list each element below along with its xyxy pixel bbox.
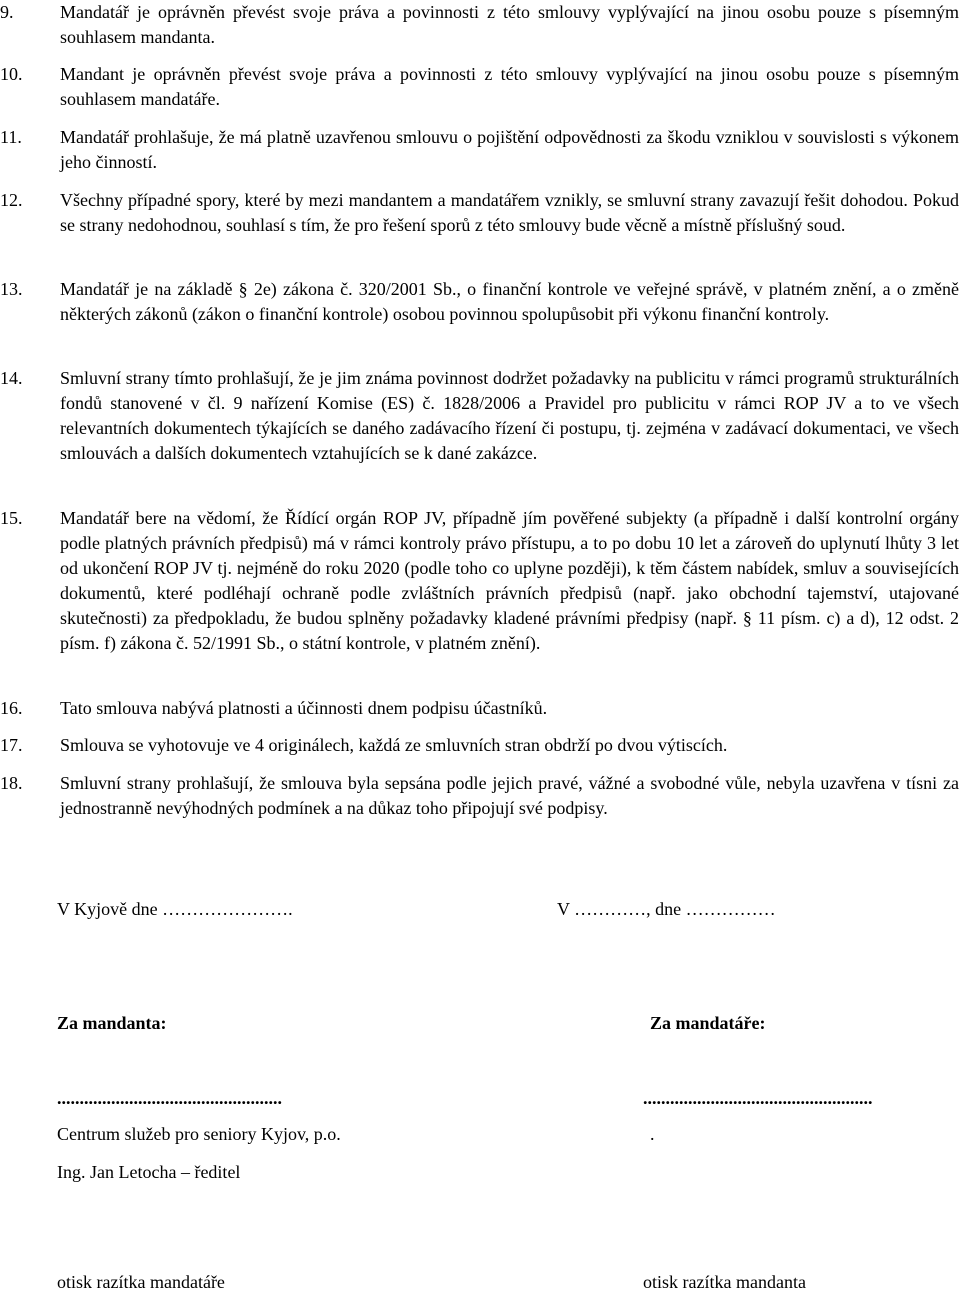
- place-date-right: V …………, dne ……………: [557, 899, 776, 919]
- clause-number: 15.: [0, 508, 23, 528]
- signature-line-right: ...................................................: [643, 1088, 873, 1108]
- party-mandatar-heading: Za mandatáře:: [650, 1013, 766, 1033]
- clause-number: 12.: [0, 190, 23, 210]
- clause-text: Smluvní strany prohlašují, že smlouva byla sepsána podle jejich pravé, vážné a svobodné vůle, nebyla uzavřena v tísni za jednostranně nevýhodných podmínek a na důkaz toho připojují své podpisy.: [60, 773, 959, 818]
- clause-number: 11.: [0, 127, 22, 147]
- clause-number: 16.: [0, 698, 23, 718]
- stamp-label-left: otisk razítka mandatáře: [57, 1272, 225, 1292]
- clause-number: 10.: [0, 64, 23, 84]
- clause-text: Tato smlouva nabývá platnosti a účinnosti dnem podpisu účastníků.: [60, 698, 548, 718]
- organization-name: Centrum služeb pro seniory Kyjov, p.o.: [57, 1124, 341, 1144]
- clause-text: Smlouva se vyhotovuje ve 4 originálech, každá ze smluvních stran obdrží po dvou výtiscích.: [60, 735, 728, 755]
- clause-text: Mandatář je na základě § 2e) zákona č. 320/2001 Sb., o finanční kontrole ve veřejné správě, v platném znění, a o změně některých zákonů (zákon o finanční kontrole) osobou povinnou spolupůsobit při výkonu finanční kontroly.: [60, 279, 959, 324]
- party-mandant-heading: Za mandanta:: [57, 1013, 167, 1033]
- signature-line-left: ..................................................: [57, 1088, 282, 1108]
- clause-text: Mandatář prohlašuje, že má platně uzavřenou smlouvu o pojištění odpovědnosti za škodu vzniklou v souvislosti s výkonem jeho činností.: [60, 127, 959, 172]
- organization-name-right: .: [650, 1124, 655, 1144]
- clause-number: 9.: [0, 2, 14, 22]
- clause-text: Mandatář bere na vědomí, že Řídící orgán ROP JV, případně jím pověřené subjekty (a případně i další kontrolní orgány podle platných právních předpisů) má v rámci kontroly právo přístupu, a to po dobu 10 let a zároveň do uplynutí lhůty 3 let od ukončení ROP JV tj. nejméně do roku 2020 (podle toho co uplyne později), k těm částem nabídek, smluv a souvisejících dokumentů, které podléhají ochraně podle zvláštních právních předpisů (např. jako obchodní tajemství, utajované skutečnosti) za předpokladu, že budou splněny požadavky kladené právními předpisy (např. § 11 písm. c) a d), 12 odst. 2 písm. f) zákona č. 52/1991 Sb., o státní kontrole, v platném znění).: [60, 508, 959, 653]
- clause-number: 13.: [0, 279, 23, 299]
- place-date-left: V Kyjově dne ………………….: [57, 899, 293, 919]
- clause-number: 18.: [0, 773, 23, 793]
- stamp-label-right: otisk razítka mandanta: [643, 1272, 806, 1292]
- clause-text: Smluvní strany tímto prohlašují, že je jim známa povinnost dodržet požadavky na publicitu v rámci programů strukturálních fondů stanovené v čl. 9 nařízení Komise (ES) č. 1828/2006 a Pravidel pro publicitu v rámci ROP JV a to ve všech relevantních dokumentech týkajících se daného zadávacího řízení či postupu, tj. zejména v zadávací dokumentaci, ve všech smlouvách a dalších dokumentech vztahujících se k dané zakázce.: [60, 368, 959, 463]
- clause-text: Mandant je oprávněn převést svoje práva a povinnosti z této smlouvy vyplývající na jinou osobu pouze s písemným souhlasem mandatáře.: [60, 64, 959, 109]
- clause-number: 17.: [0, 735, 23, 755]
- clause-text: Všechny případné spory, které by mezi mandantem a mandatářem vznikly, se smluvní strany zavazují řešit dohodou. Pokud se strany nedohodnou, souhlasí s tím, že pro řešení sporů z této smlouvy bude věcně a místně příslušný soud.: [60, 190, 959, 235]
- clause-number: 14.: [0, 368, 23, 388]
- signatory-name: Ing. Jan Letocha – ředitel: [57, 1162, 241, 1182]
- clause-text: Mandatář je oprávněn převést svoje práva a povinnosti z této smlouvy vyplývající na jinou osobu pouze s písemným souhlasem mandanta.: [60, 2, 959, 47]
